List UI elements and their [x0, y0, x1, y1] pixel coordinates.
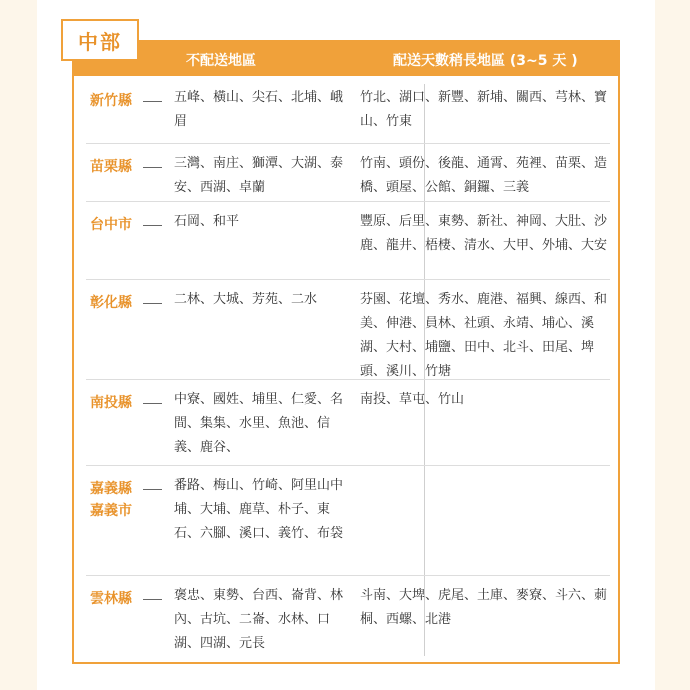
no-delivery-areas: 石岡、和平	[174, 214, 240, 229]
county-name: 雲林縣	[90, 591, 132, 607]
long-delivery-areas: 芬園、花壇、秀水、鹿港、福興、線西、和美、伸港、員林、社頭、永靖、埔心、溪湖、大村、埔鹽、田中、北斗、田尾、埤頭、溪川、竹塘	[360, 292, 608, 379]
column-header-long-delivery: 配送天數稍長地區 (3~5 天 )	[393, 53, 578, 69]
no-delivery-areas: 五峰、橫山、尖石、北埔、峨眉	[174, 90, 344, 129]
table-row	[74, 576, 618, 662]
no-delivery-areas: 番路、梅山、竹崎、阿里山中埔、大埔、鹿草、朴子、東石、六腳、溪口、義竹、布袋	[174, 478, 344, 541]
long-delivery-areas: 竹北、湖口、新豐、新埔、關西、芎林、寶山、竹東	[360, 90, 608, 129]
dash-connector	[143, 101, 162, 102]
long-delivery-areas: 竹南、頭份、後龍、通霄、苑裡、苗栗、造橋、頭屋、公館、銅鑼、三義	[360, 156, 608, 195]
dash-connector	[143, 489, 162, 490]
table-row	[74, 466, 618, 576]
no-delivery-areas: 褒忠、東勢、台西、崙背、林內、古坑、二崙、水林、口湖、四湖、元長	[174, 588, 344, 651]
table-row	[74, 144, 618, 202]
column-divider	[424, 466, 425, 576]
county-name: 台中市	[90, 217, 132, 233]
long-delivery-areas: 豐原、后里、東勢、新社、神岡、大肚、沙鹿、龍井、梧棲、清水、大甲、外埔、大安	[360, 214, 608, 253]
county-name: 南投縣	[90, 395, 132, 411]
no-delivery-areas: 中寮、國姓、埔里、仁愛、名間、集集、水里、魚池、信義、鹿谷、	[174, 392, 344, 455]
dash-connector	[143, 225, 162, 226]
no-delivery-areas: 二林、大城、芳苑、二水	[174, 292, 318, 307]
county-name: 新竹縣	[90, 93, 132, 109]
no-delivery-areas: 三灣、南庄、獅潭、大湖、泰安、西湖、卓蘭	[174, 156, 344, 195]
region-title: 中部	[61, 19, 139, 61]
county-name: 嘉義縣 嘉義市	[90, 481, 132, 519]
table-row	[74, 202, 618, 280]
dash-connector	[143, 599, 162, 600]
county-name: 彰化縣	[90, 295, 132, 311]
dash-connector	[143, 167, 162, 168]
dash-connector	[143, 403, 162, 404]
long-delivery-areas: 斗南、大埤、虎尾、土庫、麥寮、斗六、莿桐、西螺、北港	[360, 588, 608, 627]
dash-connector	[143, 303, 162, 304]
county-name: 苗栗縣	[90, 159, 132, 175]
table-row	[74, 380, 618, 466]
column-header-no-delivery: 不配送地區	[186, 53, 256, 69]
long-delivery-areas: 南投、草屯、竹山	[360, 392, 465, 407]
table-row	[74, 280, 618, 380]
table-row	[74, 78, 618, 144]
